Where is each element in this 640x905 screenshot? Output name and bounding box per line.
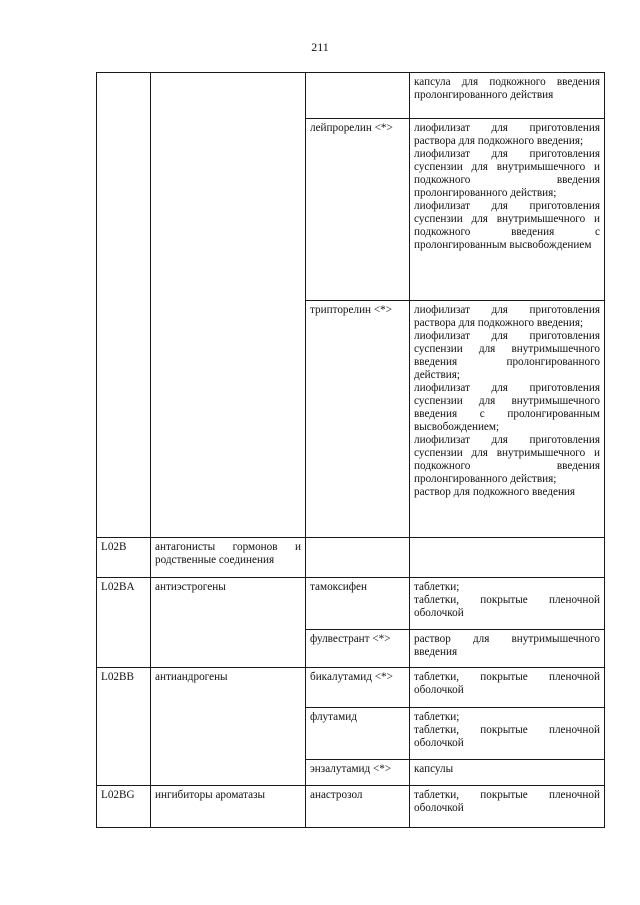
dosage-form: раствор для внутримышечного введения — [414, 633, 600, 658]
dosage-form: капсула для подкожного введения пролонгированного действия — [414, 76, 600, 101]
form-cell — [410, 73, 605, 119]
group-cell: антиандрогены — [151, 668, 306, 786]
form-cell — [410, 301, 605, 538]
dosage-form: таблетки, покрытые пленочной оболочкой — [414, 789, 600, 814]
dosage-form: таблетки, покрытые пленочной оболочкой — [414, 594, 600, 619]
drug-cell — [306, 73, 410, 119]
table-row — [97, 538, 605, 578]
form-cell — [410, 538, 605, 578]
dosage-form: лиофилизат для приготовления раствора для подкожного введения; — [414, 304, 600, 329]
dosage-form: лиофилизат для приготовления суспензии для внутримышечного введения пролонгированного действия; — [414, 330, 600, 381]
dosage-form: лиофилизат для приготовления раствора для подкожного введения; — [414, 122, 600, 147]
drug-cell: энзалутамид <*> — [306, 760, 410, 786]
table-row — [97, 786, 605, 828]
drug-cell: анастрозол — [306, 786, 410, 828]
atc-code-cell: L02BA — [97, 578, 151, 668]
dosage-form: таблетки; — [414, 711, 460, 723]
form-cell — [410, 630, 605, 668]
dosage-form: лиофилизат для приготовления суспензии для внутримышечного введения с пролонгированным высвобождением; — [414, 382, 600, 433]
group-cell: антагонисты гормонов и родственные соединения — [151, 538, 306, 578]
page-number: 211 — [311, 40, 329, 54]
dosage-form: капсулы — [414, 763, 454, 775]
form-cell — [410, 578, 605, 630]
drug-cell — [306, 538, 410, 578]
atc-code-cell — [97, 73, 151, 538]
atc-code-cell: L02B — [97, 538, 151, 578]
dosage-form: таблетки, покрытые пленочной оболочкой — [414, 724, 600, 749]
group-cell — [151, 73, 306, 538]
drug-table — [96, 72, 605, 828]
group-cell: ингибиторы ароматазы — [151, 786, 306, 828]
form-cell — [410, 668, 605, 708]
drug-cell: флутамид — [306, 708, 410, 760]
drug-cell: бикалутамид <*> — [306, 668, 410, 708]
dosage-form: лиофилизат для приготовления суспензии для внутримышечного и подкожного введения пролонгированного действия; — [414, 148, 600, 199]
drug-cell: лейпрорелин <*> — [306, 119, 410, 301]
form-cell — [410, 119, 605, 301]
dosage-form: таблетки, покрытые пленочной оболочкой — [414, 671, 600, 696]
dosage-form: лиофилизат для приготовления суспензии для внутримышечного и подкожного введения с пролонгированным высвобождением — [414, 200, 600, 251]
dosage-form: лиофилизат для приготовления суспензии для внутримышечного и подкожного введения пролонгированного действия; — [414, 434, 600, 485]
drug-cell: фулвестрант <*> — [306, 630, 410, 668]
form-cell — [410, 708, 605, 760]
drug-cell: трипторелин <*> — [306, 301, 410, 538]
table-row — [97, 73, 605, 119]
table-row — [97, 578, 605, 630]
drug-cell: тамоксифен — [306, 578, 410, 630]
atc-code-cell: L02BB — [97, 668, 151, 786]
atc-code-cell: L02BG — [97, 786, 151, 828]
form-cell — [410, 760, 605, 786]
form-cell — [410, 786, 605, 828]
dosage-form: раствор для подкожного введения — [414, 486, 576, 498]
dosage-form: таблетки; — [414, 581, 460, 593]
group-cell: антиэстрогены — [151, 578, 306, 668]
table-row — [97, 668, 605, 708]
